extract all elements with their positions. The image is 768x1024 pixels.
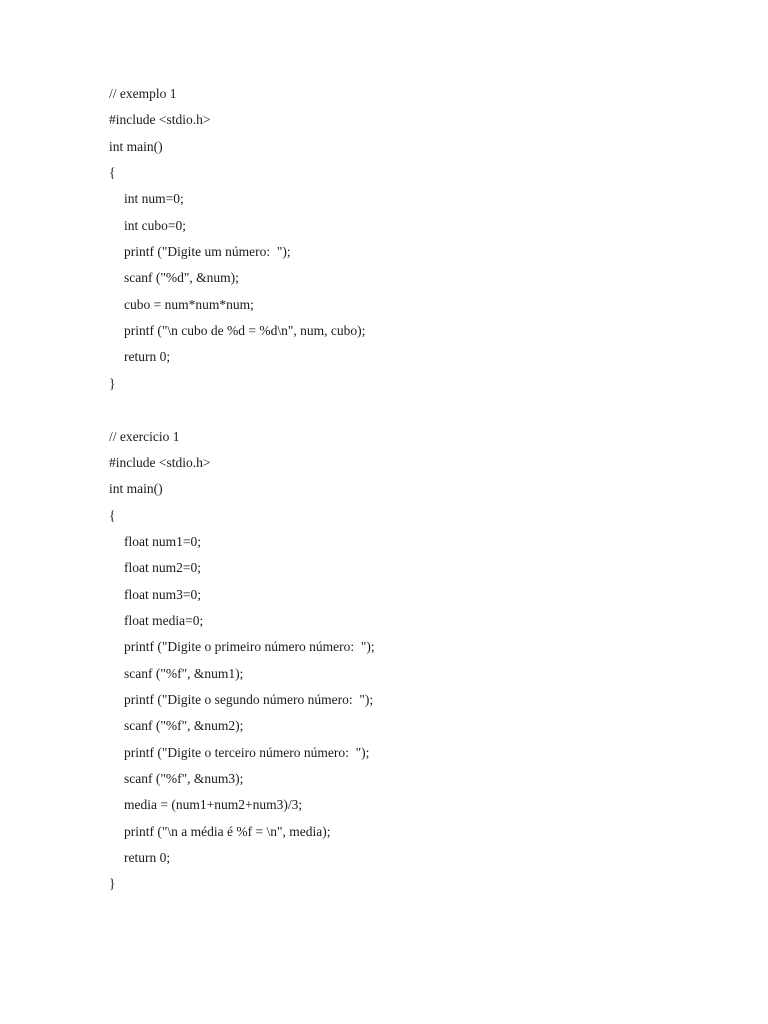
- code-line: return 0;: [124, 349, 171, 365]
- code-line: scanf ("%f", &num1);: [124, 665, 244, 681]
- code-line: int main(): [109, 481, 163, 497]
- code-line: #include <stdio.h>: [109, 454, 211, 470]
- code-line: {: [109, 507, 116, 523]
- code-line: printf ("Digite o primeiro número número: ");: [124, 639, 375, 655]
- code-line: int cubo=0;: [124, 217, 186, 233]
- code-line: printf ("\n a média é %f = \n", media);: [124, 823, 331, 839]
- code-line: media = (num1+num2+num3)/3;: [124, 797, 303, 813]
- code-line: cubo = num*num*num;: [124, 296, 254, 312]
- code-line: {: [109, 165, 116, 181]
- code-line: printf ("Digite um número: ");: [124, 244, 291, 260]
- code-line: float num3=0;: [124, 586, 201, 602]
- code-line: printf ("Digite o terceiro número número: ");: [124, 744, 370, 760]
- code-line: printf ("Digite o segundo número número: ");: [124, 691, 374, 707]
- code-line: scanf ("%d", &num);: [124, 270, 239, 286]
- code-line: printf ("\n cubo de %d = %d\n", num, cubo);: [124, 323, 366, 339]
- code-line: // exemplo 1: [109, 86, 177, 101]
- code-line: #include <stdio.h>: [109, 112, 211, 128]
- code-line: int num=0;: [124, 191, 184, 207]
- code-line: }: [109, 876, 116, 892]
- code-block-exemplo-1: [109, 81, 365, 397]
- code-line: }: [109, 375, 116, 391]
- code-line: float num1=0;: [124, 533, 201, 549]
- code-line: scanf ("%f", &num2);: [124, 718, 244, 734]
- code-line: float media=0;: [124, 612, 204, 628]
- code-line: return 0;: [124, 850, 171, 865]
- code-line: // exercicio 1: [109, 428, 180, 444]
- code-line: int main(): [109, 138, 163, 154]
- code-line: scanf ("%f", &num3);: [124, 770, 244, 786]
- code-block-exercicio-1: [109, 424, 375, 898]
- code-line: float num2=0;: [124, 560, 201, 576]
